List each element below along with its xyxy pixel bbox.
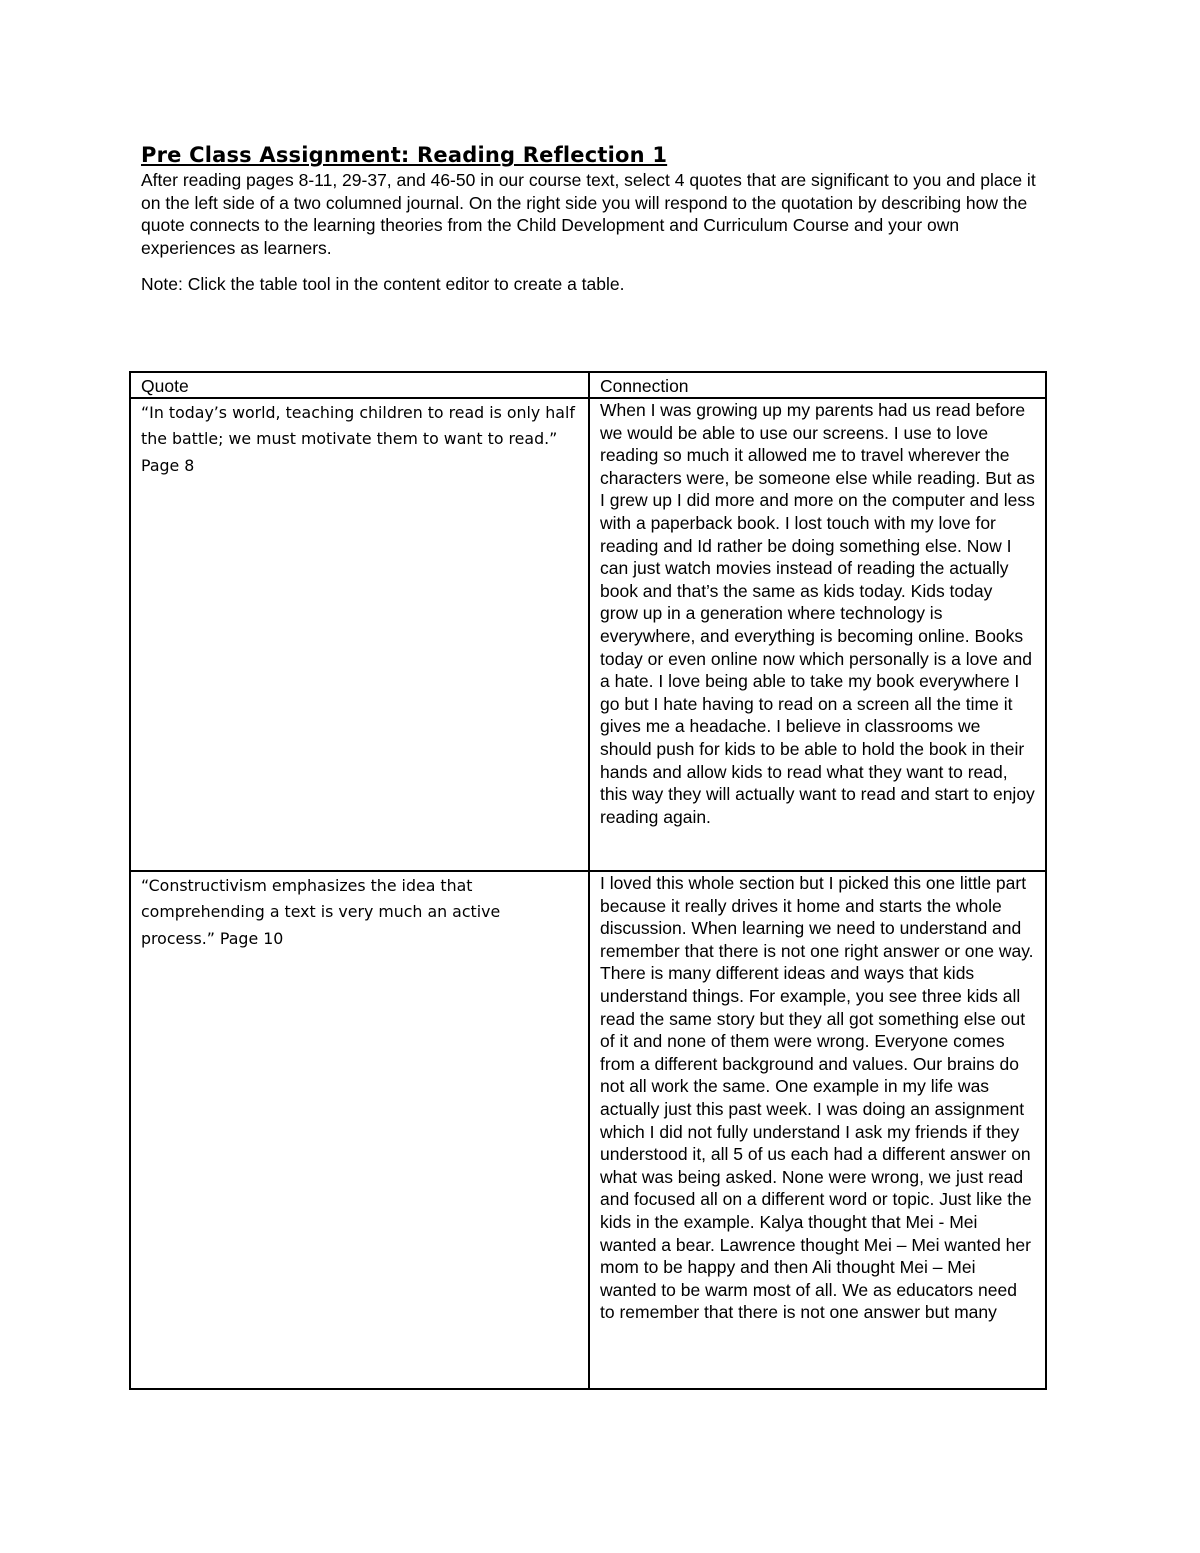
connection-text: I loved this whole section but I picked this one little part because it really drives it home and starts the whole discussion. When learning we need to understand and remember that there is not one right answer or one way. There is many different ideas and ways that kids understand things. For example, you see three kids all read the same story but they all got something else out of it and none of them were wrong. Everyone comes from a different background and values. Our brains do not all work the same. One example in my life was actually just this past week. I was doing an assignment which I did not fully understand I ask my friends if they understood it, all 5 of us each had a different answer on what was being asked. None were wrong, we just read and focused all on a different word or topic. Just like the kids in the example. Kalya thought that Mei - Mei wanted a bear. Lawrence thought Mei – Mei wanted her mom to be happy and then Ali thought Mei – Mei wanted to be warm most of all. We as educators need to remember that there is not one answer but many — [600, 873, 1034, 1323]
quote-cell — [130, 871, 589, 1389]
document-body — [141, 141, 1061, 296]
table-row — [130, 398, 1046, 871]
assignment-note: Note: Click the table tool in the content editor to create a table. — [141, 274, 625, 295]
quote-text: “Constructivism emphasizes the idea that comprehending a text is very much an active process.” Page 10 — [141, 876, 501, 948]
quote-cell — [130, 398, 589, 871]
connection-cell — [589, 398, 1046, 871]
connection-column-header: Connection — [600, 376, 689, 396]
two-column-journal-table — [129, 371, 1047, 1390]
connection-text: When I was growing up my parents had us read before we would be able to use our screens. I use to love reading so much it allowed me to travel wherever the characters were, be someone else while reading. But as I grew up I did more and more on the computer and less with a paperback book. I lost touch with my love for reading and Id rather be doing something else. Now I can just watch movies instead of reading the actually book and that’s the same as kids today. Kids today grow up in a generation where technology is everywhere, and everything is becoming online. Books today or even online now which personally is a love and a hate. I love being able to take my book everywhere I go but I hate having to read on a screen all the time it gives me a headache. I believe in classrooms we should push for kids to be able to hold the book in their hands and allow kids to read what they want to read, this way they will actually want to read and start to enjoy reading again. — [600, 400, 1035, 827]
table-header-row — [130, 372, 1046, 398]
assignment-instructions: After reading pages 8-11, 29-37, and 46-50 in our course text, select 4 quotes that are significant to you and place it on the left side of a two columned journal. On the right side you will respond to the quotation by describing how the quote connects to the learning theories from the Child Development and Curriculum Course and your own experiences as learners. — [141, 170, 1036, 258]
connection-cell — [589, 871, 1046, 1389]
table-row — [130, 871, 1046, 1389]
page-title: Pre Class Assignment: Reading Reflection 1 — [141, 143, 668, 167]
table-header-cell — [589, 372, 1046, 398]
table-header-cell — [130, 372, 589, 398]
quote-column-header: Quote — [141, 376, 189, 396]
quote-text: “In today’s world, teaching children to read is only half the battle; we must motivate them to want to read.” Page 8 — [141, 403, 575, 475]
